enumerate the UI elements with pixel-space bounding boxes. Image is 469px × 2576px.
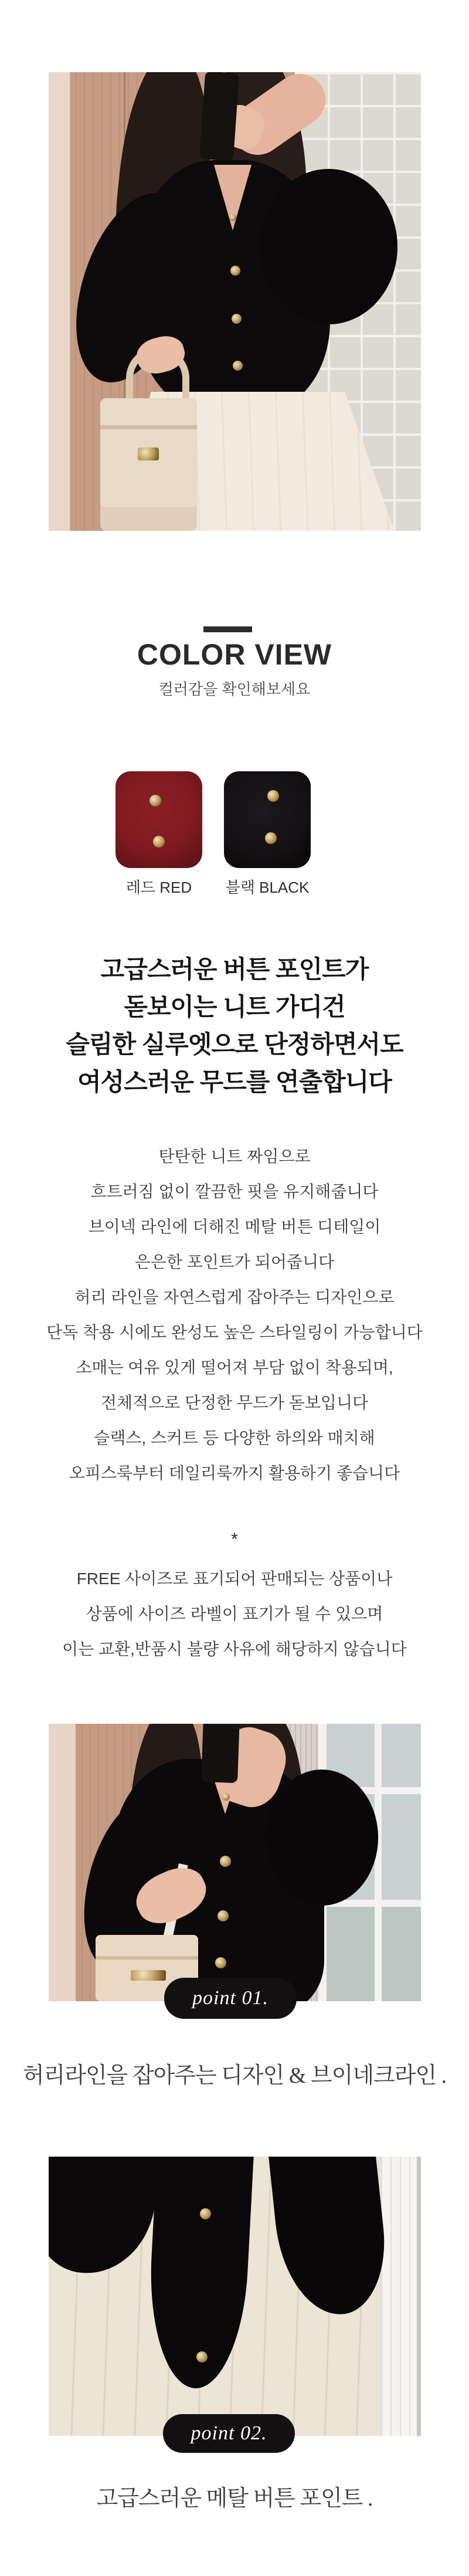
cardigan-sleeve-right [267,2157,392,2320]
point1-badge [164,1978,297,2019]
handbag-flap [100,425,197,429]
description-line: 허리 라인을 자연스럽게 잡아주는 디자인으로 [74,1288,395,1306]
necklace-pendant [229,214,236,221]
handbag-clasp [131,1970,166,1981]
description-line: 전체적으로 단정한 무드가 돋보입니다 [100,1394,369,1412]
color-swatch-black [224,771,311,868]
metal-button [153,836,165,848]
section-divider-bar [203,626,252,632]
white-curtain [380,2157,421,2436]
wall-sliver [417,2157,421,2436]
description-line: 브이넥 라인에 더해진 메탈 버튼 디테일이 [88,1218,381,1236]
headline-line: 슬림한 실루엣으로 단정하면서도 [66,1031,403,1058]
description-line: 은은한 포인트가 되어줍니다 [134,1253,335,1271]
metal-button [232,314,242,324]
cardigan-sleeve-right [260,169,397,324]
description-line: 단독 착용 시에도 완성도 높은 스타일링이 가능합니다 [46,1323,423,1341]
product-headline [0,951,469,1101]
beige-handbag [100,398,197,531]
metal-button [230,266,240,276]
notice-line: 상품에 사이즈 라벨이 표기가 될 수 있으며 [86,1605,383,1623]
metal-button [196,2351,208,2363]
color-view-title: COLOR VIEW [137,638,332,671]
metal-button [149,795,161,806]
asterisk-divider: * [231,1530,238,1549]
metal-button [217,1910,229,1921]
smartphone [201,1724,240,1783]
point2-badge-label: point 02. [191,2422,267,2444]
metal-button [220,1856,231,1867]
headline-line: 돋보이는 니트 가디건 [124,993,345,1021]
swatch-label-black: 블랙 BLACK [225,879,310,896]
necklace-pendant [222,1793,230,1801]
point2-caption: 고급스러운 메탈 버튼 포인트 . [96,2486,373,2511]
point2-photo [49,2157,421,2436]
metal-button [233,361,243,371]
description-line: 오피스룩부터 데일리룩까지 활용하기 좋습니다 [69,1464,400,1482]
description-line: 소매는 여유 있게 떨어져 부담 없이 착용되며, [76,1358,393,1377]
swatch-label-red: 레드 RED [125,879,192,896]
size-notice [0,1561,469,1667]
smartphone [199,72,239,161]
metal-button [200,2208,211,2219]
window-pane [327,1907,421,2001]
description-line: 슬랙스, 스커트 등 다양한 하의와 매치해 [94,1429,375,1447]
cardigan-sleeve-right [266,1770,378,1906]
metal-button [215,1957,226,1968]
metal-button [265,832,277,844]
point1-caption: 허리라인을 잡아주는 디자인 & 브이네크라인 . [22,2063,447,2088]
hero-photo [49,72,421,531]
description-line: 탄탄한 니트 짜임으로 [158,1147,311,1165]
cardigan-sleeve-left [49,2157,163,2282]
notice-line: FREE 사이즈로 표기되어 판매되는 상품이나 [76,1570,393,1588]
wall-plank [49,72,71,531]
headline-line: 고급스러운 버튼 포인트가 [100,955,369,983]
point1-badge-label: point 01. [192,1987,269,2009]
description-line: 흐트러짐 없이 깔끔한 핏을 유지해줍니다 [90,1182,379,1201]
headline-line: 여성스러운 무드를 연출합니다 [77,1068,392,1096]
color-swatch-red [115,771,202,868]
handbag-clasp [138,448,159,460]
window-frame-bar [375,1724,382,2001]
point1-photo [49,1724,421,2001]
product-description [0,1139,469,1491]
handbag-flap [96,1956,198,1960]
metal-button [267,790,279,802]
color-view-subtitle: 컬러감을 확인해보세요 [158,680,311,698]
point2-badge [163,2414,295,2453]
wall-plank [49,1724,77,2001]
notice-line: 이는 교환,반품시 불량 사유에 해당하지 않습니다 [62,1640,407,1658]
